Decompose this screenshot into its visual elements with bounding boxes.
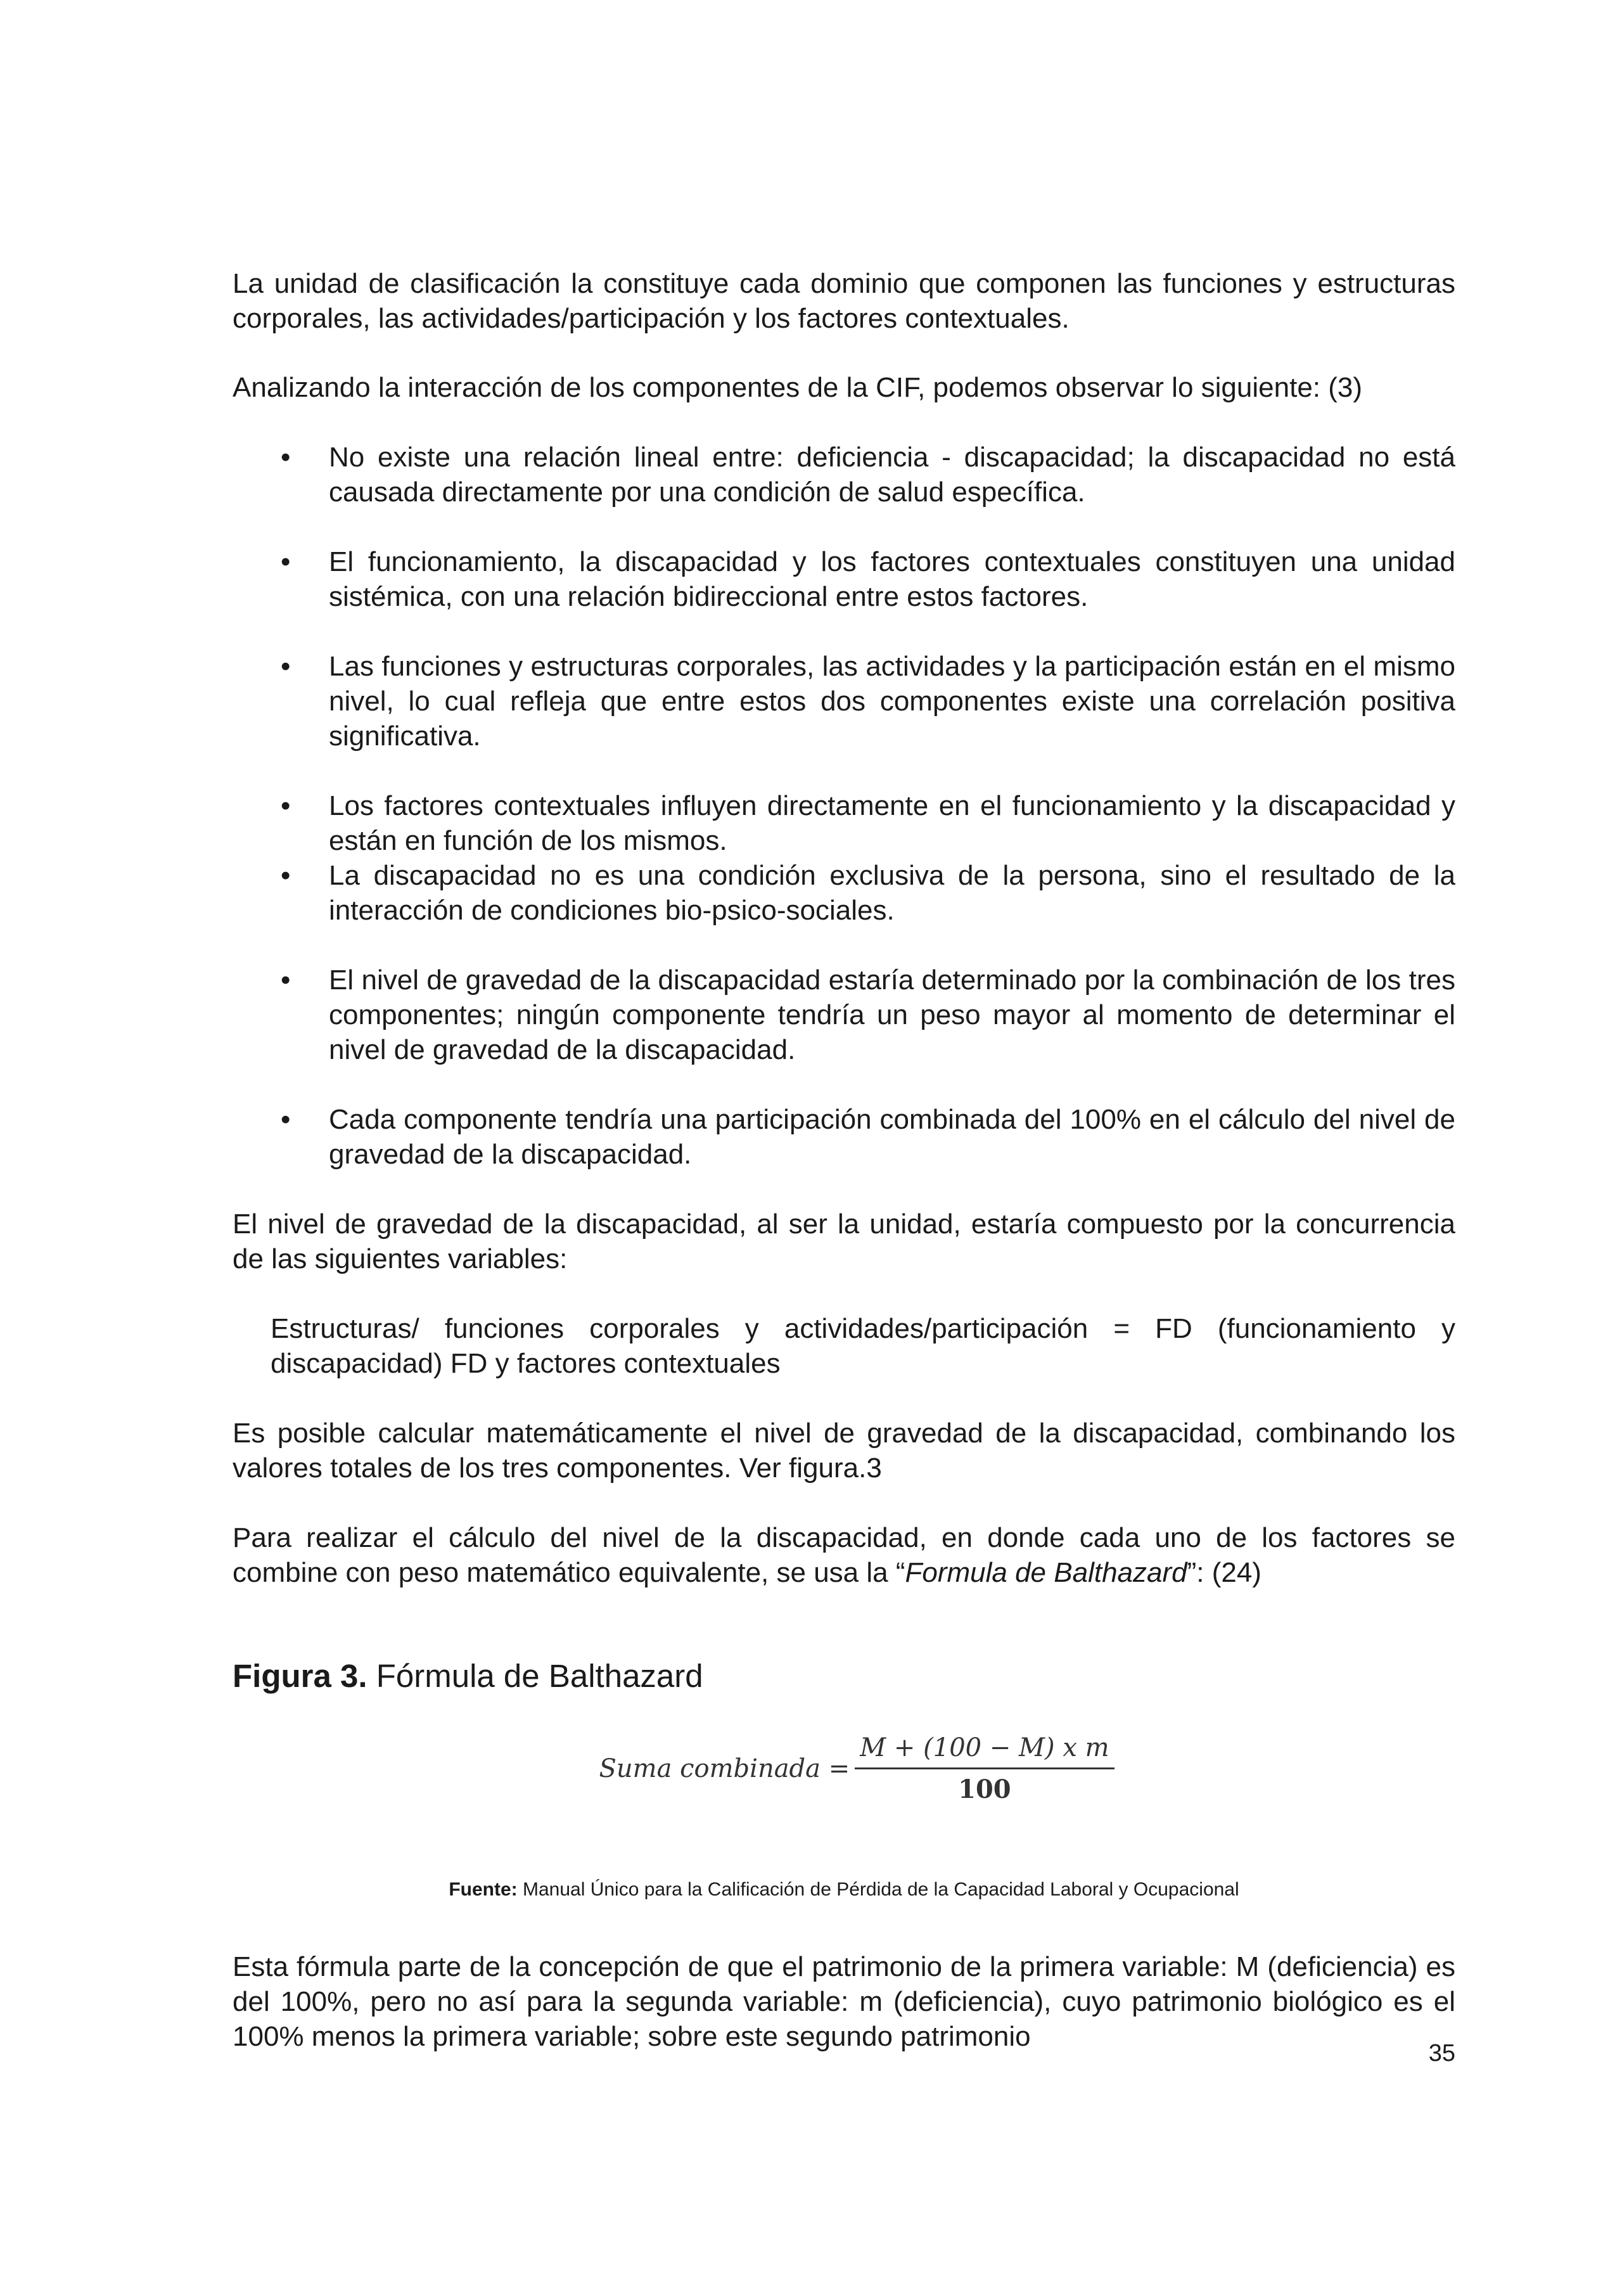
balthazard-formula bbox=[258, 1721, 1455, 1816]
lead-paragraph: Analizando la interacción de los componentes de la CIF, podemos observar lo siguiente: (3) bbox=[233, 372, 1363, 403]
calculation-paragraph: Es posible calcular matemáticamente el nivel de gravedad de la discapacidad, combinando los valores totales de los tres componentes. Ver figura.3 bbox=[233, 1418, 1455, 1484]
list-item-text: El nivel de gravedad de la discapacidad estaría determinado por la combinación de los tres componentes; ningún componente tendría un peso mayor al momento de determinar el nivel de gravedad de la discapacidad. bbox=[329, 965, 1455, 1065]
list-item-text: El funcionamiento, la discapacidad y los factores contextuales constituyen una unidad sistémica, con una relación bidireccional entre estos factores. bbox=[329, 546, 1455, 612]
source-text: Manual Único para la Calificación de Pérdida de la Capacidad Laboral y Ocupacional bbox=[517, 1879, 1239, 1900]
figure-caption: Fórmula de Balthazard bbox=[367, 1658, 703, 1694]
list-item-text: Cada componente tendría una participación combinada del 100% en el cálculo del nivel de gravedad de la discapacidad. bbox=[329, 1104, 1455, 1170]
formula-denominator: 100 bbox=[958, 1774, 1011, 1804]
variables-paragraph: Estructuras/ funciones corporales y actividades/participación = FD (funcionamiento y discapacidad) FD y factores contextuales bbox=[271, 1313, 1455, 1379]
list-item bbox=[233, 788, 1455, 858]
list-item bbox=[233, 1102, 1455, 1172]
list-item bbox=[233, 963, 1455, 1067]
bullet-icon: • bbox=[281, 546, 291, 577]
bullet-icon: • bbox=[281, 965, 291, 996]
bullet-icon: • bbox=[281, 790, 291, 821]
bullet-icon: • bbox=[281, 860, 291, 891]
figure-label: Figura 3. bbox=[233, 1658, 367, 1694]
observations-list bbox=[233, 440, 1455, 1172]
page-content bbox=[233, 266, 1455, 2054]
severity-paragraph: El nivel de gravedad de la discapacidad, al ser la unidad, estaría compuesto por la concurrencia de las siguientes variables: bbox=[233, 1209, 1455, 1274]
formula-fraction bbox=[855, 1733, 1114, 1804]
list-item bbox=[233, 440, 1455, 510]
final-paragraph: Esta fórmula parte de la concepción de que el patrimonio de la primera variable: M (deficiencia) es del 100%, pero no así para la segunda variable: m (deficiencia), cuyo patrimonio biológico es el 100% menos la primera variable; sobre este segundo patrimonio bbox=[233, 1951, 1455, 2052]
list-item bbox=[233, 649, 1455, 754]
formula-lhs: Suma combinada = bbox=[599, 1754, 850, 1783]
list-item-text: No existe una relación lineal entre: deficiencia - discapacidad; la discapacidad no está causada directamente por una condición de salud específica. bbox=[329, 442, 1455, 508]
source-label: Fuente: bbox=[449, 1879, 518, 1900]
formula-numerator: M + (100 − M) x m bbox=[855, 1733, 1114, 1769]
list-item-text: Las funciones y estructuras corporales, las actividades y la participación están en el mismo nivel, lo cual refleja que entre estos dos componentes existe una correlación positiva significativa. bbox=[329, 651, 1455, 752]
page-number: 35 bbox=[1428, 2040, 1455, 2067]
list-item-text: Los factores contextuales influyen directamente en el funcionamiento y la discapacidad y están en función de los mismos. bbox=[329, 790, 1455, 856]
list-item bbox=[233, 858, 1455, 928]
figure-source bbox=[233, 1877, 1455, 1902]
bullet-icon: • bbox=[281, 651, 291, 682]
formula-intro-paragraph: Para realizar el cálculo del nivel de la discapacidad, en donde cada uno de los factores se combine con peso matemático equivalente, se usa la “Formula de Balthazard”: (24) bbox=[233, 1522, 1455, 1588]
intro-paragraph: La unidad de clasificación la constituye cada dominio que componen las funciones y estructuras corporales, las actividades/participación y los factores contextuales. bbox=[233, 268, 1455, 334]
bullet-icon: • bbox=[281, 442, 291, 473]
bullet-icon: • bbox=[281, 1104, 291, 1135]
list-item bbox=[233, 544, 1455, 614]
formula-name: Formula de Balthazard bbox=[905, 1557, 1187, 1588]
figure-title bbox=[233, 1657, 1455, 1696]
list-item-text: La discapacidad no es una condición exclusiva de la persona, sino el resultado de la interacción de condiciones bio-psico-sociales. bbox=[329, 860, 1455, 926]
